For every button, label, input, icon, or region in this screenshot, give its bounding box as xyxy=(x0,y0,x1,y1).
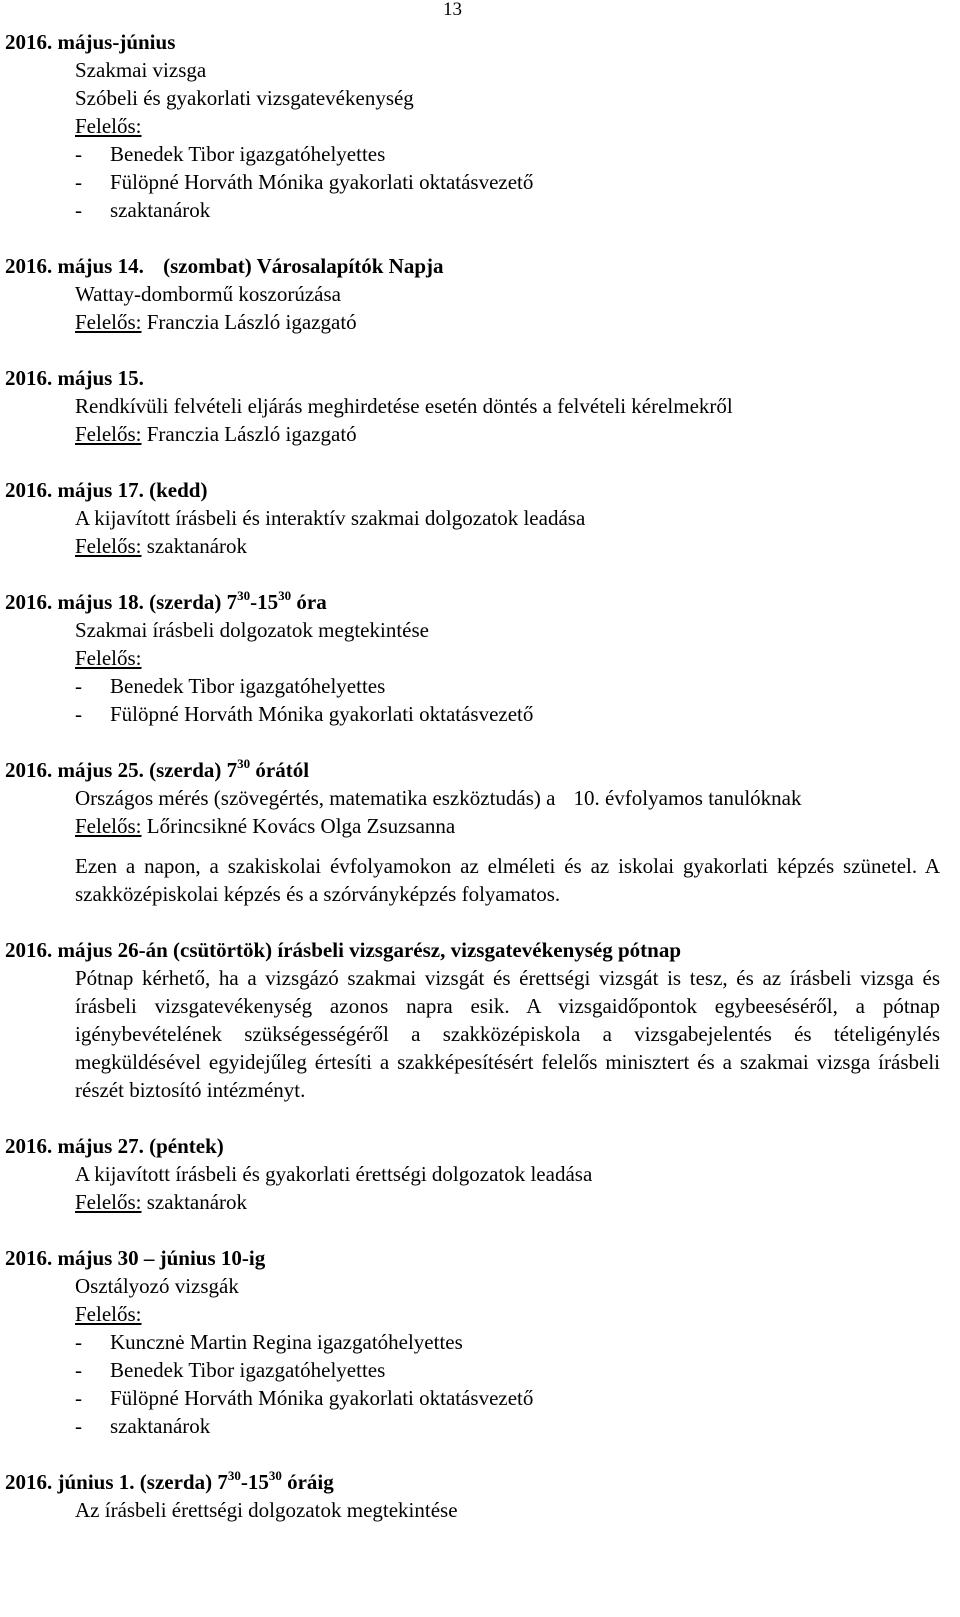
event-date: 2016. május 17. (kedd) xyxy=(5,478,208,502)
responsible-person: - Benedek Tibor igazgatóhelyettes xyxy=(75,1358,386,1382)
event-title: Rendkívüli felvételi eljárás meghirdetése esetén döntés a felvételi kérelmekről xyxy=(75,394,733,418)
event-erettsegi-leadasa xyxy=(5,1132,940,1216)
event-title: Az írásbeli érettségi dolgozatok megtekintése xyxy=(75,1498,458,1522)
responsible-line: Felelős: szaktanárok xyxy=(75,1190,248,1214)
event-title: A kijavított írásbeli és gyakorlati érettségi dolgozatok leadása xyxy=(75,1162,593,1186)
document-body xyxy=(5,28,940,1524)
event-date: 2016. május 25. (szerda) $7^{30}$ órától xyxy=(5,756,310,782)
event-potnap xyxy=(5,936,940,1104)
event-erettsegi-megtekintes xyxy=(5,1468,940,1524)
event-title: Országos mérés (szövegértés, matematika eszköztudás) a 10. évfolyamos tanulóknak xyxy=(75,786,802,810)
event-date: 2016. május-június xyxy=(5,30,176,54)
responsible-label: Felelős: xyxy=(75,646,142,670)
event-date: 2016. május 30 – június 10-ig xyxy=(5,1246,266,1270)
responsible-line: Felelős: Franczia László igazgató xyxy=(75,310,357,334)
event-title: Osztályozó vizsgák xyxy=(75,1274,239,1298)
event-date: 2016. május 14. (szombat) Városalapítók Napja xyxy=(5,254,444,278)
page-number: 13 xyxy=(443,0,462,20)
responsible-label: Felelős: xyxy=(75,1302,142,1326)
responsible-line: Felelős: Franczia László igazgató xyxy=(75,422,357,446)
event-date: 2016. június 1. (szerda) $7^{30}-15^{30}$ óráig xyxy=(5,1468,334,1494)
event-dolgozatok-leadasa xyxy=(5,476,940,560)
event-szakmai-vizsga xyxy=(5,28,940,224)
responsible-person: - Fülöpné Horváth Mónika gyakorlati oktatásvezető xyxy=(75,1386,534,1410)
responsible-person: - Kuncznė Martin Regina igazgatóhelyettes xyxy=(75,1330,463,1354)
event-osztalyozo-vizsgak xyxy=(5,1244,940,1440)
event-orszagos-meres xyxy=(5,756,940,908)
event-title: A kijavított írásbeli és interaktív szakmai dolgozatok leadása xyxy=(75,506,586,530)
event-rendkivuli-felveteli xyxy=(5,364,940,448)
event-dolgozatok-megtekintese xyxy=(5,588,940,728)
event-note: Ezen a napon, a szakiskolai évfolyamokon az elméleti és az iskolai gyakorlati képzés szünetel. A szakközépiskolai képzés és a szórványképzés folyamatos. xyxy=(75,854,940,906)
event-date: 2016. május 15. xyxy=(5,366,144,390)
event-title: Szakmai írásbeli dolgozatok megtekintése xyxy=(75,618,429,642)
event-varosalapitok xyxy=(5,252,940,336)
event-date: 2016. május 18. (szerda) $7^{30}-15^{30}$ óra xyxy=(5,588,327,614)
responsible-person: - Fülöpné Horváth Mónika gyakorlati oktatásvezető xyxy=(75,170,534,194)
responsible-line: Felelős: Lőrincsikné Kovács Olga Zsuzsanna xyxy=(75,814,456,838)
responsible-person: - Fülöpné Horváth Mónika gyakorlati oktatásvezető xyxy=(75,702,534,726)
event-description: Pótnap kérhető, ha a vizsgázó szakmai vizsgát és érettségi vizsgát is tesz, és az írásbeli vizsga és írásbeli vizsgatevékenység azonos napra esik. A vizsgaidőpontok egybeeséséről, a pótnap igénybevételének szükségességéről a szakközépiskola a vizsgabejelentés és tételigénylés megküldésével egyidejűleg értesíti a szakképesítésért felelős minisztert és a szakmai vizsga írásbeli részét biztosító intézményt. xyxy=(75,966,940,1102)
responsible-label: Felelős: xyxy=(75,114,142,138)
event-date: 2016. május 26-án (csütörtök) írásbeli vizsgarész, vizsgatevékenység pótnap xyxy=(5,938,682,962)
responsible-person: - Benedek Tibor igazgatóhelyettes xyxy=(75,142,386,166)
event-date: 2016. május 27. (péntek) xyxy=(5,1134,224,1158)
event-title: Szakmai vizsga xyxy=(75,58,207,82)
responsible-line: Felelős: szaktanárok xyxy=(75,534,248,558)
event-subtitle: Szóbeli és gyakorlati vizsgatevékenység xyxy=(75,86,414,110)
responsible-person: - szaktanárok xyxy=(75,198,211,222)
event-title: Wattay-dombormű koszorúzása xyxy=(75,282,341,306)
responsible-person: - szaktanárok xyxy=(75,1414,211,1438)
responsible-person: - Benedek Tibor igazgatóhelyettes xyxy=(75,674,386,698)
